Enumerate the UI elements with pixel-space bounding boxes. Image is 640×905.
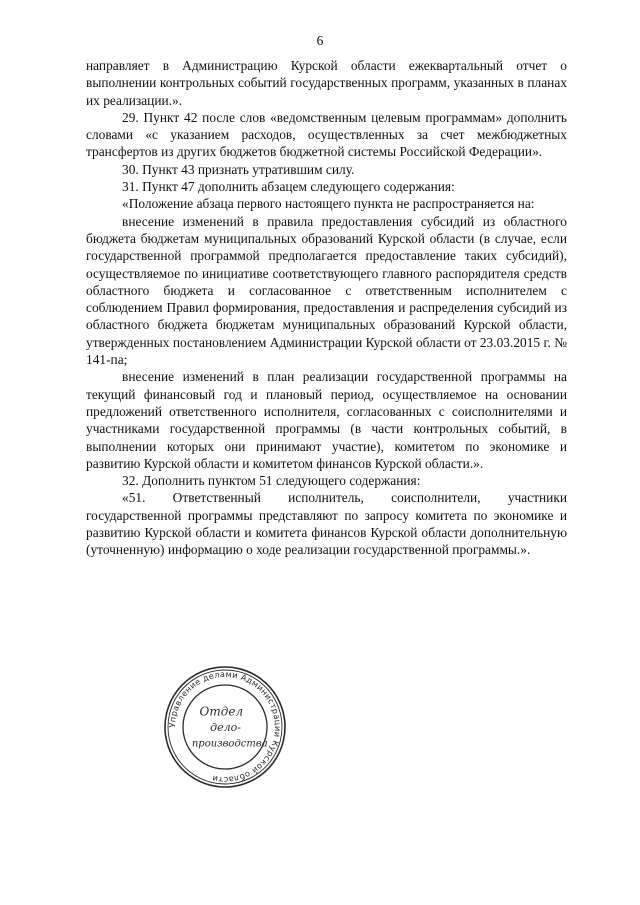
- paragraph-quote-intro: «Положение абзаца первого настоящего пункта не распространяется на:: [122, 196, 535, 212]
- office-stamp: [163, 665, 287, 789]
- paragraph-plan-changes: внесение изменений в план реализации государственной программы на текущий финансовый год и плановый период, осуществляемое на основании предложений ответственного исполнителя, согласованных с соисполнителями и участниками государственной программы (в части контрольных событий, в выполнении которых они принимают участие), комитетом по экономике и развитию Курской области и комитетом финансов Курской области.».: [86, 369, 567, 471]
- paragraph-item-51: «51. Ответственный исполнитель, соисполнители, участники государственной программы представляют по запросу комитета по экономике и развитию Курской области и комитета финансов Курской области дополнительную (уточненную) информацию о ходе реализации государственной программы.».: [86, 490, 567, 558]
- paragraph-item-31: 31. Пункт 47 дополнить абзацем следующего содержания:: [122, 179, 455, 195]
- paragraph-item-29: 29. Пункт 42 после слов «ведомственным целевым программам» дополнить словами «с указанием расходов, осуществленных за счет межбюджетных трансфертов из других бюджетов бюджетной системы Российской Федерации».: [86, 109, 567, 160]
- page-number: 6: [316, 33, 324, 48]
- document-body: [86, 57, 567, 559]
- paragraph-item-30: 30. Пункт 43 признать утратившим силу.: [122, 161, 355, 177]
- paragraph-subsidy-rules: внесение изменений в правила предоставления субсидий из областного бюджета бюджетам муниципальных образований Курской области (в случае, если государственной программой предполагается предоставление таких субсидий), осуществляемое по инициативе соответствующего главного распорядителя средств областного бюджета и согласованное с ответственным исполнителем с соблюдением Правил формирования, предоставления и распределения субсидий из областного бюджета бюджетам муниципальных образований Курской области, утвержденных постановлением Администрации Курской области от 23.03.2015 г. № 141-па;: [86, 213, 567, 368]
- stamp-outer-text: Управление делами Администрации Курской области: [166, 668, 284, 786]
- paragraph-continuation: направляет в Администрацию Курской области ежеквартальный отчет о выполнении контрольных событий государственных программ, указанных в планах их реализации.».: [86, 58, 567, 108]
- stamp-line-2: дело-: [210, 720, 241, 734]
- stamp-line-1: Отдел: [199, 704, 244, 719]
- paragraph-item-32: 32. Дополнить пунктом 51 следующего содержания:: [122, 473, 421, 489]
- stamp-line-3: производства: [191, 738, 268, 750]
